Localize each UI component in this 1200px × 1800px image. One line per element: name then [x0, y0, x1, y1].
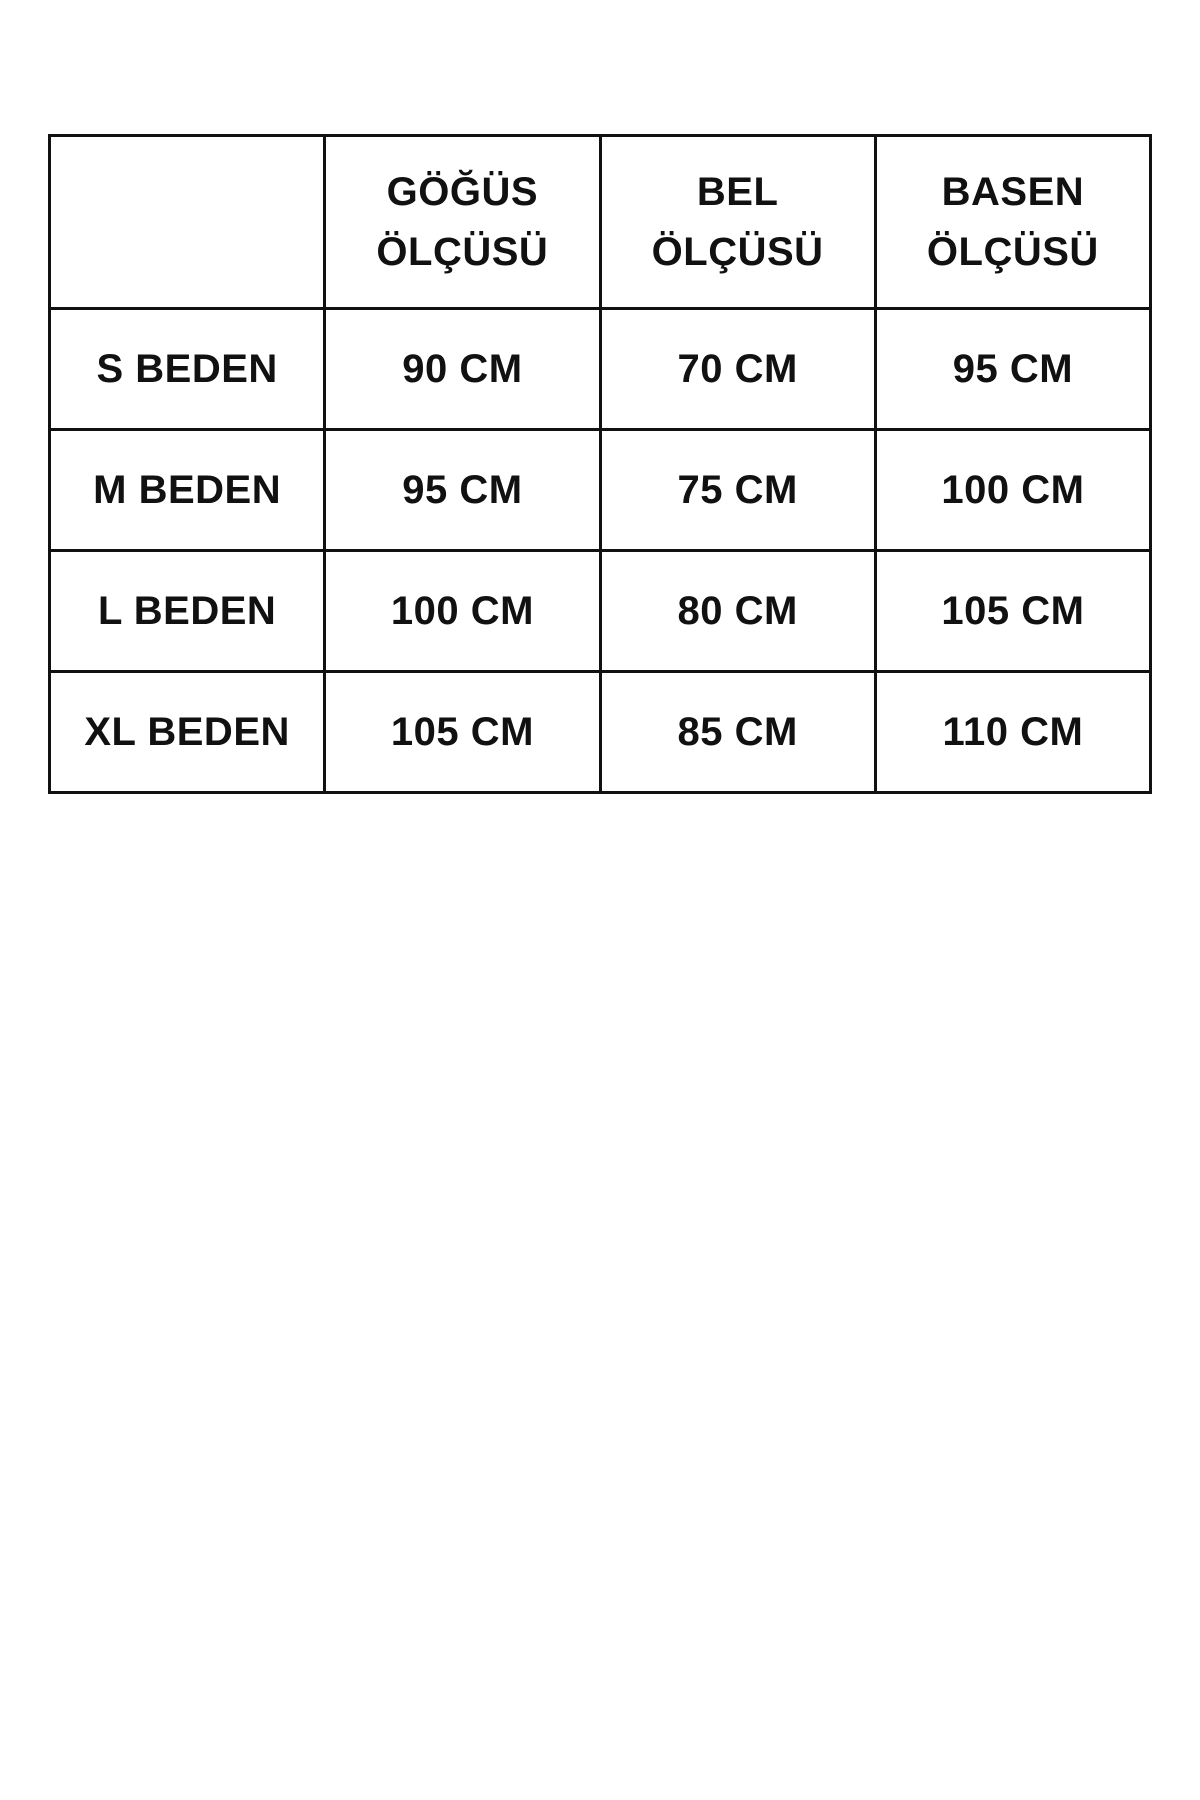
waist-value: 85 CM — [600, 672, 875, 793]
header-hip — [875, 136, 1150, 309]
waist-value: 80 CM — [600, 551, 875, 672]
waist-value: 75 CM — [600, 430, 875, 551]
header-waist — [600, 136, 875, 309]
table-row — [50, 672, 1151, 793]
header-hip-line2: ÖLÇÜSÜ — [926, 230, 1099, 274]
header-row — [50, 136, 1151, 309]
chest-value: 95 CM — [325, 430, 600, 551]
header-chest-line2: ÖLÇÜSÜ — [376, 230, 549, 274]
table-row — [50, 430, 1151, 551]
header-chest — [325, 136, 600, 309]
chest-value: 105 CM — [325, 672, 600, 793]
header-waist-line1: BEL — [696, 170, 779, 214]
header-waist-line2: ÖLÇÜSÜ — [651, 230, 824, 274]
size-label: XL BEDEN — [50, 672, 325, 793]
waist-value: 70 CM — [600, 309, 875, 430]
chest-value: 100 CM — [325, 551, 600, 672]
hip-value: 100 CM — [875, 430, 1150, 551]
size-label: L BEDEN — [50, 551, 325, 672]
header-empty-cell — [50, 136, 325, 309]
table-row — [50, 551, 1151, 672]
table-row — [50, 309, 1151, 430]
hip-value: 110 CM — [875, 672, 1150, 793]
header-chest-line1: GÖĞÜS — [386, 170, 539, 214]
hip-value: 95 CM — [875, 309, 1150, 430]
size-chart-table — [48, 134, 1152, 794]
header-hip-line1: BASEN — [941, 170, 1085, 214]
chest-value: 90 CM — [325, 309, 600, 430]
size-label: S BEDEN — [50, 309, 325, 430]
hip-value: 105 CM — [875, 551, 1150, 672]
size-label: M BEDEN — [50, 430, 325, 551]
